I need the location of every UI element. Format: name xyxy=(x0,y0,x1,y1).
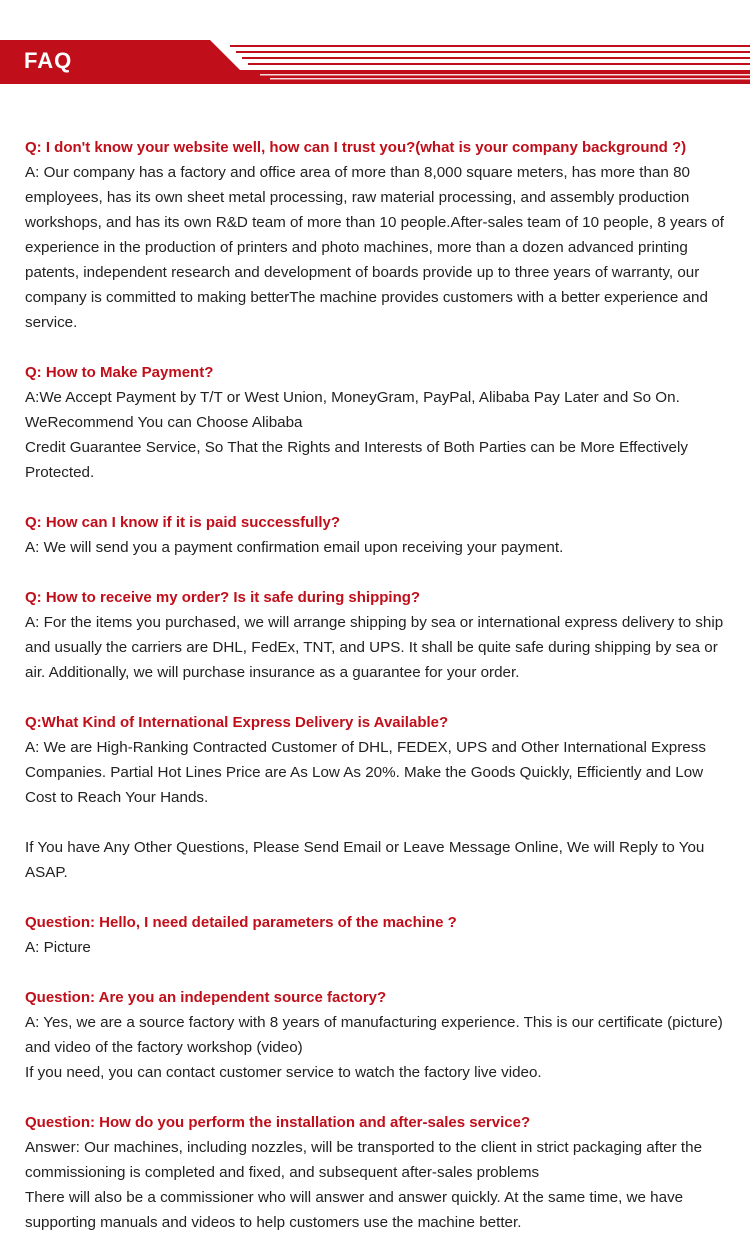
faq-item xyxy=(25,135,730,335)
faq-question: Question: Hello, I need detailed parameters of the machine ? xyxy=(25,914,457,931)
faq-answer-paragraph: Credit Guarantee Service, So That the Rights and Interests of Both Parties can be More Effectively Protected. xyxy=(25,439,688,481)
faq-answer-paragraph: A: We will send you a payment confirmation email upon receiving your payment. xyxy=(25,539,564,556)
faq-question: Q: How to Make Payment? xyxy=(25,364,214,381)
faq-answer-paragraph: A: Yes, we are a source factory with 8 years of manufacturing experience. This is our certificate (picture) and video of the factory workshop (video) xyxy=(25,1014,723,1056)
faq-answer-paragraph: Answer: Our machines, including nozzles, will be transported to the client in strict packaging after the commissioning is completed and fixed, and subsequent after-sales problems xyxy=(25,1139,703,1181)
faq-answer xyxy=(25,160,730,335)
faq-item xyxy=(25,510,730,560)
faq-answer-paragraph: A: Our company has a factory and office area of more than 8,000 square meters, has more than 80 employees, has its own sheet metal processing, raw material processing, and assembly production workshops, and has its own R&D team of more than 10 people.After-sales team of 10 people, 8 years of experience in the production of printers and photo machines, more than a dozen advanced printing patents, independent research and development of boards provide up to three years of warranty, our company is committed to making betterThe machine provides customers with a better experience and service. xyxy=(25,164,725,331)
faq-answer-paragraph: A: We are High-Ranking Contracted Customer of DHL, FEDEX, UPS and Other International Express Companies. Partial Hot Lines Price are As Low As 20%. Make the Goods Quickly, Efficiently and Low Cost to Reach Your Hands. xyxy=(25,739,706,806)
faq-question: Question: Are you an independent source factory? xyxy=(25,989,387,1006)
faq-answer xyxy=(25,385,730,485)
faq-list xyxy=(25,135,730,1260)
faq-answer xyxy=(25,610,730,685)
faq-answer-paragraph: A: For the items you purchased, we will arrange shipping by sea or international express delivery to ship and usually the carriers are DHL, FedEx, TNT, and UPS. It shall be quite safe during shipping by sea or air. Additionally, we will purchase insurance as a guarantee for your order. xyxy=(25,614,724,681)
faq-answer xyxy=(25,835,730,885)
faq-question: Q: I don't know your website well, how can I trust you?(what is your company background ?) xyxy=(25,139,687,156)
faq-item xyxy=(25,1110,730,1235)
faq-answer xyxy=(25,1135,730,1235)
banner-shape xyxy=(0,30,750,90)
faq-question: Q: How can I know if it is paid successfully? xyxy=(25,514,341,531)
faq-item xyxy=(25,585,730,685)
faq-answer-paragraph: A:We Accept Payment by T/T or West Union, MoneyGram, PayPal, Alibaba Pay Later and So On. xyxy=(25,389,680,406)
faq-answer xyxy=(25,1010,730,1085)
page-title: FAQ xyxy=(24,48,73,73)
faq-item xyxy=(25,985,730,1085)
faq-answer-paragraph: If you need, you can contact customer service to watch the factory live video. xyxy=(25,1064,542,1081)
faq-answer-paragraph: There will also be a commissioner who will answer and answer quickly. At the same time, we have supporting manuals and videos to help customers use the machine better. xyxy=(25,1189,684,1231)
faq-answer-paragraph: If You have Any Other Questions, Please Send Email or Leave Message Online, We will Reply to You ASAP. xyxy=(25,839,705,881)
faq-question: Question: How do you perform the installation and after-sales service? xyxy=(25,1114,531,1131)
faq-question: Q: How to receive my order? Is it safe during shipping? xyxy=(25,589,421,606)
faq-question: Q:What Kind of International Express Delivery is Available? xyxy=(25,714,449,731)
faq-item xyxy=(25,360,730,485)
faq-item xyxy=(25,835,730,885)
faq-answer-paragraph: WeRecommend You can Choose Alibaba xyxy=(25,414,303,431)
faq-answer xyxy=(25,935,730,960)
faq-item xyxy=(25,710,730,810)
faq-item xyxy=(25,910,730,960)
faq-answer xyxy=(25,535,730,560)
faq-banner xyxy=(0,30,750,90)
faq-answer-paragraph: A: Picture xyxy=(25,939,91,956)
faq-answer xyxy=(25,735,730,810)
